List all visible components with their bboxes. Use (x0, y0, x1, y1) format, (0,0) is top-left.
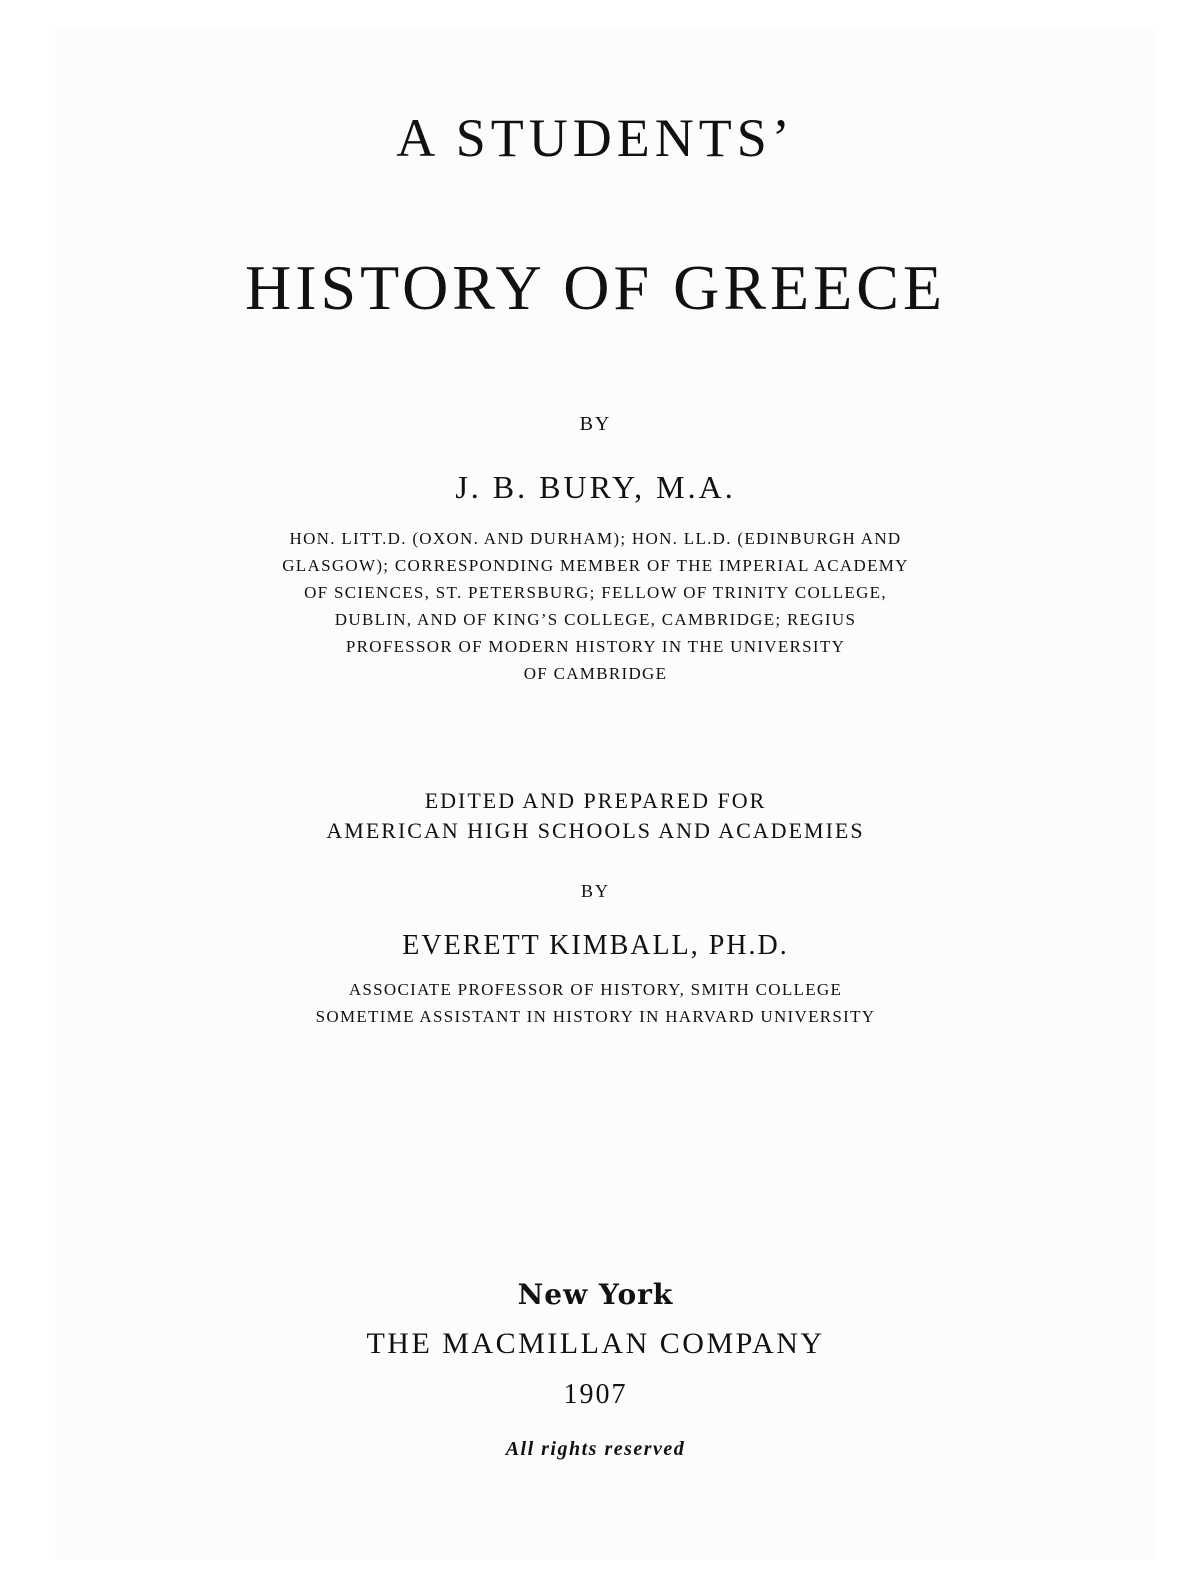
credentials-line: OF CAMBRIDGE (523, 664, 668, 683)
rights-notice: All rights reserved (505, 1438, 686, 1460)
edition-note (0, 786, 1191, 846)
credentials-line: PROFESSOR OF MODERN HISTORY IN THE UNIVERSITY (345, 637, 846, 656)
credentials-line: HON. LITT.D. (OXON. AND DURHAM); HON. LL.D. (EDINBURGH AND (289, 529, 902, 548)
publisher-name: THE MACMILLAN COMPANY (366, 1327, 825, 1360)
by-label-editor: BY (580, 881, 610, 901)
affiliation-line: SOMETIME ASSISTANT IN HISTORY IN HARVARD UNIVERSITY (315, 1007, 876, 1026)
book-title-line-1: A STUDENTS’ (396, 108, 795, 168)
editor-affiliation (0, 976, 1191, 1030)
publication-place: New York (517, 1278, 674, 1311)
editor-name: EVERETT KIMBALL, PH.D. (402, 930, 789, 961)
credentials-line: DUBLIN, AND OF KING’S COLLEGE, CAMBRIDGE; REGIUS (334, 610, 857, 629)
edition-note-line: EDITED AND PREPARED FOR (424, 788, 767, 813)
author-name: J. B. BURY, M.A. (455, 469, 736, 505)
publication-year: 1907 (563, 1379, 628, 1410)
credentials-line: GLASGOW); CORRESPONDING MEMBER OF THE IMPERIAL ACADEMY (282, 556, 909, 575)
book-title-line-2: HISTORY OF GREECE (245, 252, 946, 323)
by-label-author: BY (579, 413, 612, 435)
affiliation-line: ASSOCIATE PROFESSOR OF HISTORY, SMITH COLLEGE (348, 980, 843, 999)
credentials-line: OF SCIENCES, ST. PETERSBURG; FELLOW OF TRINITY COLLEGE, (304, 583, 887, 602)
author-credentials (0, 525, 1191, 687)
edition-note-line: AMERICAN HIGH SCHOOLS AND ACADEMIES (326, 818, 865, 843)
